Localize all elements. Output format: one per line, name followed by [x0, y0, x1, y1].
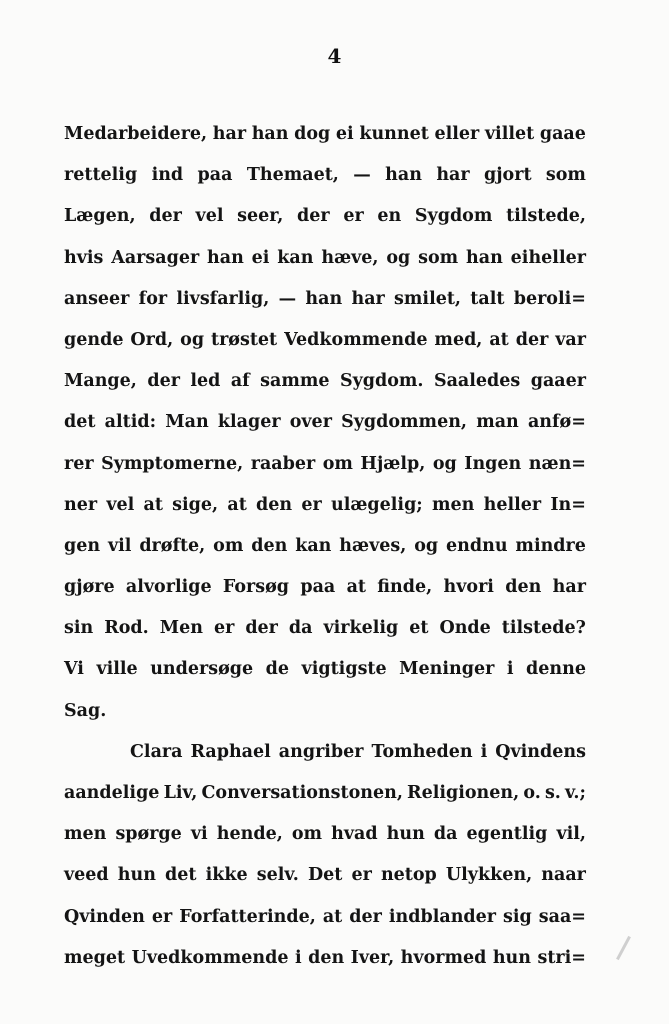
text-line: gen vil drøfte, om den kan hæves, og endnu mindre — [64, 535, 586, 556]
text-line: rer Symptomerne, raaber om Hjælp, og Ingen næn= — [64, 453, 586, 474]
text-line: Mange, der led af samme Sygdom. Saaledes gaaer — [64, 371, 586, 392]
text-line: gende Ord, og trøstet Vedkommende med, at der var — [64, 329, 586, 350]
text-line: Medarbeidere, har han dog ei kunnet eller villet gaae — [64, 124, 586, 144]
paper-smudge — [616, 936, 631, 960]
text-line: Qvinden er Forfatterinde, at der indblander sig saa= — [64, 906, 586, 927]
text-line: veed hun det ikke selv. Det er netop Ulykken, naar — [64, 865, 586, 886]
text-line: aandelige Liv, Conversationstonen, Religionen, o. s. v.; — [64, 783, 586, 803]
text-line: Lægen, der vel seer, der er en Sygdom tilstede, — [64, 206, 586, 227]
text-line: sin Rod. Men er der da virkelig et Onde tilstede? — [64, 618, 586, 639]
text-line: det altid: Man klager over Sygdommen, man anfø= — [64, 412, 586, 433]
text-line: hvis Aarsager han ei kan hæve, og som han eiheller — [64, 247, 586, 268]
text-line: rettelig ind paa Themaet, — han har gjort som — [64, 165, 586, 186]
text-line: Vi ville undersøge de vigtigste Meninger i denne — [64, 659, 586, 680]
text-line: ner vel at sige, at den er ulægelig; men heller In= — [64, 494, 586, 515]
text-line: Sag. — [64, 700, 107, 721]
text-line: meget Uvedkommende i den Iver, hvormed hun stri= — [64, 947, 586, 968]
page-number: 4 — [327, 44, 342, 68]
text-line: gjøre alvorlige Forsøg paa at finde, hvori den har — [64, 577, 586, 598]
text-line: men spørge vi hende, om hvad hun da egentlig vil, — [64, 824, 586, 845]
body-text — [64, 114, 586, 979]
text-line: Clara Raphael angriber Tomheden i Qvindens — [130, 741, 586, 762]
text-line: anseer for livsfarlig, — han har smilet, talt beroli= — [64, 288, 586, 309]
